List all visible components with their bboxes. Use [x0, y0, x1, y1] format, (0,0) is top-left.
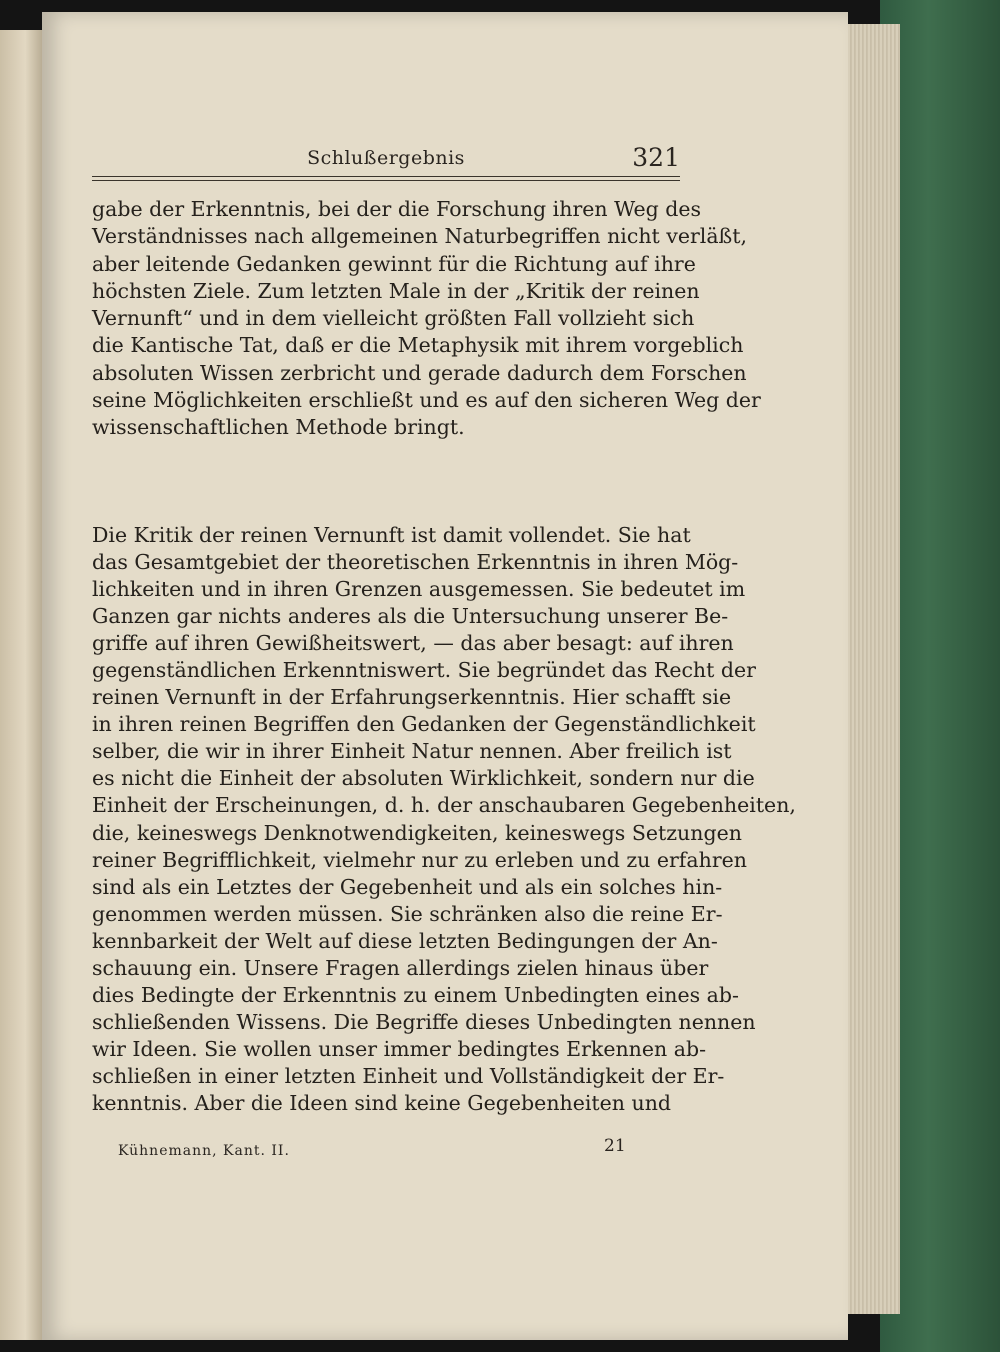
text-line: lichkeiten und in ihren Grenzen ausgemessen. Sie bedeutet im: [92, 577, 746, 602]
text-line: seine Möglichkeiten erschließt und es auf den sicheren Weg der: [92, 388, 761, 413]
text-line: griffe auf ihren Gewißheitswert, — das aber besagt: auf ihren: [92, 631, 734, 656]
text-line: Einheit der Erscheinungen, d. h. der anschaubaren Gegebenheiten,: [92, 793, 796, 818]
header-rule: [92, 176, 680, 177]
page-edges: [848, 24, 900, 1314]
text-line: schließenden Wissens. Die Begriffe dieses Unbedingten nennen: [92, 1009, 756, 1034]
text-line: schließen in einer letzten Einheit und Vollständigkeit der Er-: [92, 1063, 725, 1088]
facing-page-edge: [0, 30, 44, 1340]
page-number: 321: [632, 143, 680, 172]
text-line: in ihren reinen Begriffen den Gedanken der Gegenständlichkeit: [92, 712, 756, 737]
text-line: die Kantische Tat, daß er die Metaphysik mit ihrem vorgeblich: [92, 333, 744, 358]
text-line: gegenständlichen Erkenntniswert. Sie begründet das Recht der: [92, 658, 756, 683]
text-line: es nicht die Einheit der absoluten Wirklichkeit, sondern nur die: [92, 766, 755, 791]
text-line: gabe der Erkenntnis, bei der die Forschung ihren Weg des: [92, 197, 702, 221]
text-line: Die Kritik der reinen Vernunft ist damit vollendet. Sie hat: [92, 523, 691, 547]
paragraph-1: [92, 196, 761, 442]
text-line: kennbarkeit der Welt auf diese letzten Bedingungen der An-: [92, 928, 718, 953]
text-line: Verständnisses nach allgemeinen Naturbegriffen nicht verläßt,: [92, 224, 748, 249]
text-line: absoluten Wissen zerbricht und gerade dadurch dem Forschen: [92, 360, 747, 385]
text-line: wissenschaftlichen Methode bringt.: [92, 415, 465, 440]
text-line: sind als ein Letztes der Gegebenheit und als ein solches hin-: [92, 874, 723, 899]
text-line: selber, die wir in ihrer Einheit Natur nennen. Aber freilich ist: [92, 739, 732, 764]
text-line: die, keineswegs Denknotwendigkeiten, keineswegs Setzungen: [92, 820, 742, 845]
text-line: Ganzen gar nichts anderes als die Untersuchung unserer Be-: [92, 604, 729, 629]
header-rule: [92, 180, 680, 181]
paragraph-2: [92, 522, 796, 1117]
text-line: reinen Vernunft in der Erfahrungserkenntnis. Hier schafft sie: [92, 685, 732, 710]
running-head: [92, 143, 680, 177]
text-line: Vernunft“ und in dem vielleicht größten Fall vollzieht sich: [92, 306, 695, 331]
text-line: genommen werden müssen. Sie schränken also die reine Er-: [92, 901, 723, 926]
footer-author-note: Kühnemann, Kant. II.: [118, 1143, 290, 1159]
text-line: reiner Begrifflichkeit, vielmehr nur zu erleben und zu erfahren: [92, 847, 747, 872]
text-line: das Gesamtgebiet der theoretischen Erkenntnis in ihren Mög-: [92, 550, 739, 575]
running-title: Schlußergebnis: [307, 147, 465, 169]
text-line: höchsten Ziele. Zum letzten Male in der „Kritik der reinen: [92, 278, 700, 303]
text-line: schauung ein. Unsere Fragen allerdings zielen hinaus über: [92, 955, 709, 980]
footer-signature-mark: 21: [604, 1136, 626, 1156]
text-line: dies Bedingte der Erkenntnis zu einem Unbedingten eines ab-: [92, 982, 739, 1007]
text-line: aber leitende Gedanken gewinnt für die Richtung auf ihre: [92, 251, 696, 276]
text-line: kenntnis. Aber die Ideen sind keine Gegebenheiten und: [92, 1090, 672, 1115]
text-line: wir Ideen. Sie wollen unser immer bedingtes Erkennen ab-: [92, 1036, 707, 1061]
